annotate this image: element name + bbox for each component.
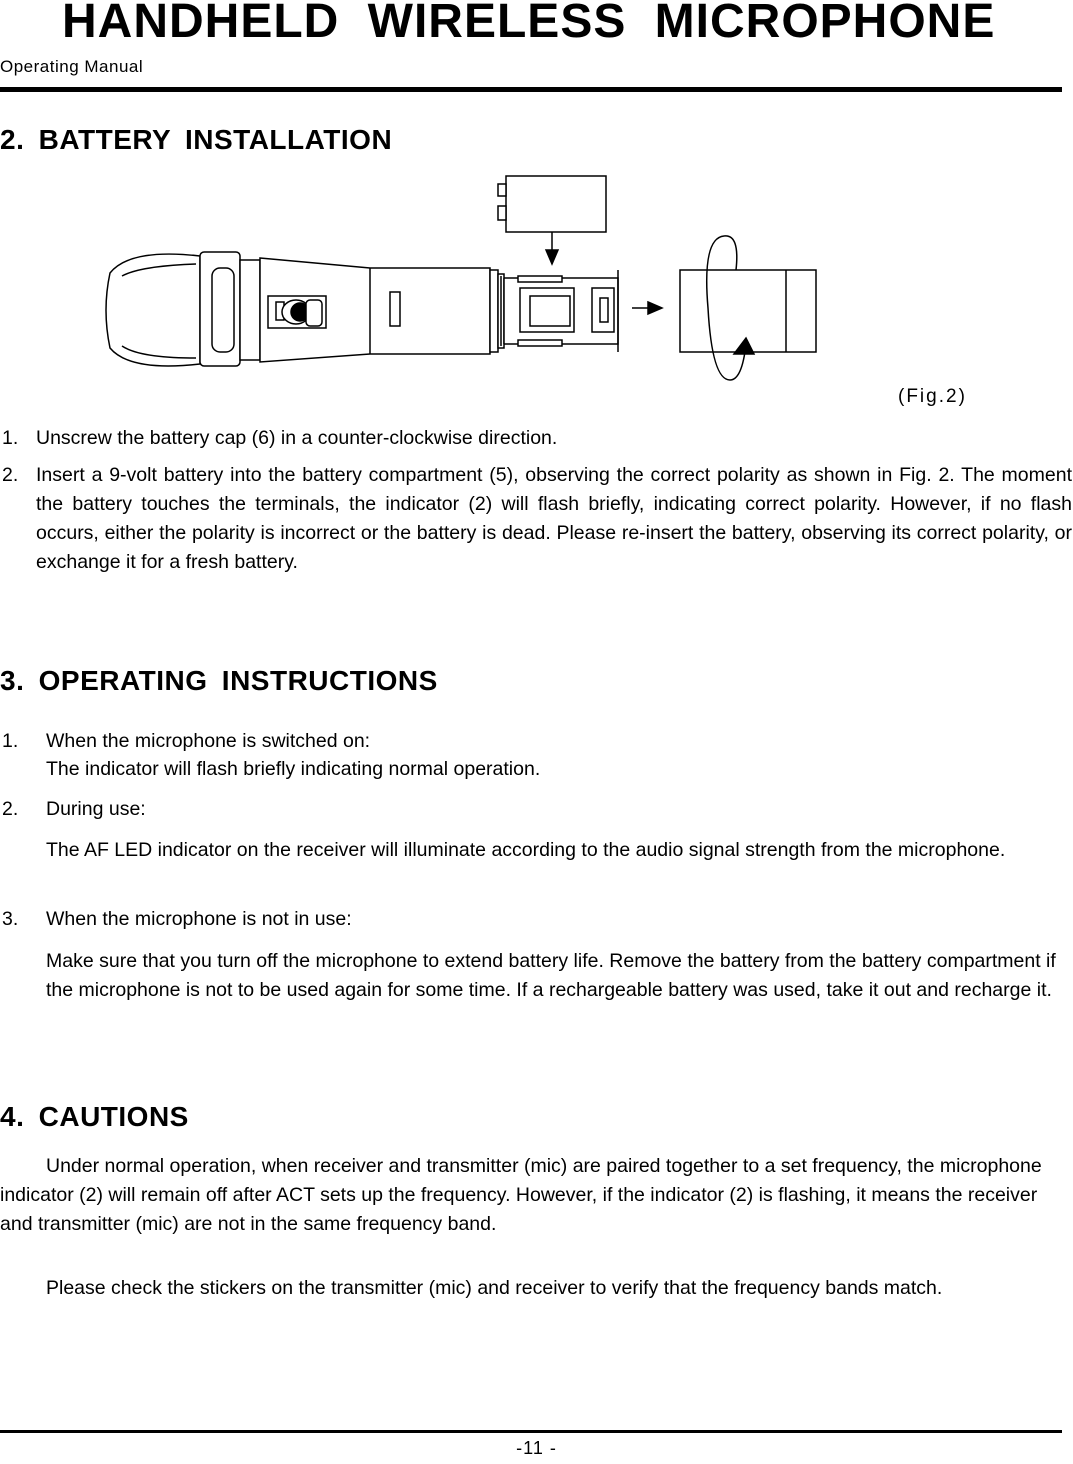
cautions-paragraph: Under normal operation, when receiver and transmitter (mic) are paired together to a set frequency, the microphone indicator (2) will remain off after ACT sets up the frequency. However, if the indicator (2) is flashing, it means the receiver and transmitter (mic) are not in the same frequency band. [0, 1155, 1042, 1235]
operating-item-text: Make sure that you turn off the microphone to extend battery life. Remove the battery from the battery compartment if the microphone is not to be used again for some time. If a rechargeable battery was used, take it out and recharge it. [46, 950, 1056, 1001]
operating-item-number: 2. [2, 798, 19, 820]
battery-step-number: 1. [2, 427, 19, 449]
footer-divider [0, 1430, 1062, 1433]
cap-arrow [632, 302, 662, 314]
operating-item-text: The AF LED indicator on the receiver will illuminate according to the audio signal strength from the microphone. [46, 839, 1006, 861]
operating-item-title: When the microphone is not in use: [46, 908, 352, 930]
operating-item-title: When the microphone is switched on: [46, 730, 371, 752]
microphone-body [260, 258, 490, 362]
header-divider [0, 87, 1062, 92]
cautions-paragraph: Please check the stickers on the transmitter (mic) and receiver to verify that the frequency bands match. [46, 1277, 943, 1299]
operating-item-title: During use: [46, 798, 146, 820]
battery-compartment [504, 270, 618, 352]
battery-step-text: Unscrew the battery cap (6) in a counter-clockwise direction. [36, 427, 558, 449]
thread-section [490, 270, 504, 352]
operating-item-number: 3. [2, 908, 19, 930]
microphone-head [106, 254, 200, 366]
operating-item-number: 1. [2, 730, 19, 752]
cautions-heading: 4. CAUTIONS [0, 1101, 189, 1132]
operating-instructions-heading: 3. OPERATING INSTRUCTIONS [0, 665, 438, 696]
insert-arrow [546, 232, 558, 264]
operating-item-text: The indicator will flash briefly indicating normal operation. [46, 758, 541, 780]
battery-cap [680, 270, 816, 352]
document-subtitle: Operating Manual [0, 57, 144, 76]
battery-step-text: Insert a 9-volt battery into the battery compartment (5), observing the correct polarity as shown in Fig. 2. The moment the battery touches the terminals, the indicator (2) will flash briefly, indicating correct polarity. However, if no flash occurs, either the polarity is incorrect or the battery is dead. Please re-insert the battery, observing its correct polarity, or exchange it for a fresh battery. [36, 464, 1072, 573]
figure-caption: (Fig.2) [898, 386, 967, 407]
battery-step-number: 2. [2, 464, 19, 486]
battery-installation-heading: 2. BATTERY INSTALLATION [0, 124, 393, 155]
battery-9v-illustration [498, 176, 606, 232]
battery-installation-figure [100, 168, 860, 390]
document-title: HANDHELD WIRELESS MICROPHONE [62, 0, 996, 48]
page-number: -11 - [516, 1438, 557, 1458]
